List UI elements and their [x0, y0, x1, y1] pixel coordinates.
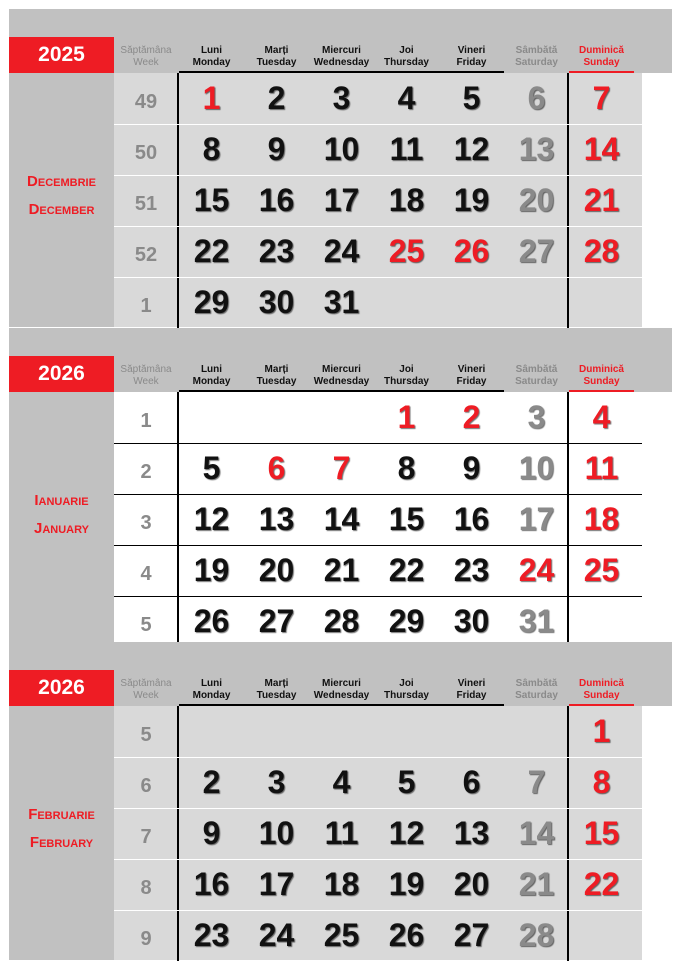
header-line: Wednesday — [313, 57, 370, 68]
weekday-header — [309, 678, 374, 704]
header-line: Monday — [192, 57, 231, 68]
day-cell[interactable]: 18 — [323, 866, 360, 902]
day-cell[interactable]: 21 — [518, 866, 555, 902]
header-line: Wednesday — [313, 376, 370, 387]
weekday-header — [374, 45, 439, 71]
week-number: 7 — [140, 826, 152, 848]
week-number: 8 — [140, 877, 152, 899]
month-sidebar — [9, 392, 114, 646]
day-cell[interactable]: 21 — [583, 182, 620, 218]
weekday-header — [374, 364, 439, 390]
weekday-header — [439, 364, 504, 390]
day-cell[interactable]: 29 — [193, 284, 230, 320]
week-number: 1 — [140, 295, 152, 317]
month-name-en: December — [28, 201, 95, 218]
day-cell[interactable]: 10 — [518, 450, 555, 486]
week-column-header — [114, 364, 178, 390]
header-line: Vineri — [457, 678, 486, 689]
weekday-header — [569, 678, 634, 704]
day-cell[interactable]: 26 — [193, 603, 230, 639]
week-number: 2 — [140, 461, 152, 483]
header-line: Sâmbătă — [515, 364, 558, 375]
header-line: Week — [133, 376, 159, 387]
day-cell[interactable]: 27 — [453, 917, 490, 953]
header-line: Duminică — [578, 364, 624, 375]
weekday-header — [179, 364, 244, 390]
header-line: Săptămâna — [120, 678, 172, 689]
day-cell[interactable]: 13 — [518, 131, 555, 167]
day-cell[interactable]: 8 — [202, 131, 221, 167]
header-line: Sâmbătă — [515, 678, 558, 689]
header-line: Week — [133, 690, 159, 701]
week-number: 1 — [140, 410, 152, 432]
day-cell[interactable]: 25 — [388, 233, 425, 269]
month-sidebar — [9, 706, 114, 960]
day-cell[interactable]: 16 — [453, 501, 490, 537]
header-line: Săptămâna — [120, 45, 172, 56]
day-cell[interactable]: 25 — [583, 552, 620, 588]
year-label: 2025 — [9, 37, 114, 73]
day-cell[interactable]: 8 — [592, 764, 611, 800]
header-line: Miercuri — [322, 678, 361, 689]
day-cell[interactable]: 1 — [592, 713, 611, 749]
week-number: 3 — [140, 512, 152, 534]
day-cell[interactable]: 27 — [258, 603, 295, 639]
header-line: Marți — [264, 678, 289, 689]
header-line: Saturday — [515, 690, 558, 701]
day-cell[interactable]: 23 — [193, 917, 230, 953]
day-cell[interactable]: 4 — [592, 399, 611, 435]
weekday-header — [569, 364, 634, 390]
weekday-header — [179, 678, 244, 704]
year-label: 2026 — [9, 670, 114, 706]
day-cell[interactable]: 17 — [258, 866, 295, 902]
week-number: 5 — [140, 614, 152, 636]
year-label: 2026 — [9, 356, 114, 392]
weekday-header — [569, 45, 634, 71]
week-number: 51 — [134, 193, 158, 215]
day-cell[interactable]: 31 — [518, 603, 555, 639]
month-sidebar — [9, 73, 114, 327]
day-cell[interactable]: 12 — [453, 131, 490, 167]
day-cell[interactable]: 23 — [453, 552, 490, 588]
day-cell[interactable]: 17 — [518, 501, 555, 537]
day-cell[interactable]: 22 — [388, 552, 425, 588]
day-cell[interactable]: 14 — [323, 501, 360, 537]
header-line: Joi — [399, 364, 414, 375]
header-line: Thursday — [383, 57, 429, 68]
week-column-header — [114, 45, 178, 71]
header-line: Luni — [200, 678, 223, 689]
week-number: 9 — [140, 928, 152, 950]
week-column-header — [114, 678, 178, 704]
day-cell[interactable]: 3 — [527, 399, 546, 435]
day-cell[interactable]: 22 — [583, 866, 620, 902]
header-line: Monday — [192, 690, 231, 701]
day-cell[interactable]: 14 — [583, 131, 620, 167]
day-cell[interactable]: 12 — [388, 815, 425, 851]
week-number: 4 — [140, 563, 152, 585]
day-cell[interactable]: 21 — [323, 552, 360, 588]
month-block — [9, 642, 672, 960]
day-cell[interactable]: 25 — [323, 917, 360, 953]
weekday-header — [504, 45, 569, 71]
header-line: Vineri — [457, 45, 486, 56]
header-line: Friday — [456, 690, 487, 701]
day-cell[interactable]: 28 — [323, 603, 360, 639]
day-cell[interactable]: 10 — [323, 131, 360, 167]
day-cell[interactable]: 13 — [453, 815, 490, 851]
day-cell[interactable]: 15 — [193, 182, 230, 218]
header-line: Duminică — [578, 678, 624, 689]
day-cell[interactable]: 26 — [388, 917, 425, 953]
header-line: Friday — [456, 57, 487, 68]
day-cell[interactable]: 5 — [202, 450, 221, 486]
day-cell[interactable]: 6 — [267, 450, 286, 486]
weekday-header — [309, 45, 374, 71]
day-cell[interactable]: 12 — [193, 501, 230, 537]
day-cell[interactable]: 24 — [258, 917, 295, 953]
day-cell[interactable]: 24 — [323, 233, 360, 269]
week-number: 5 — [140, 724, 152, 746]
day-cell[interactable]: 9 — [202, 815, 221, 851]
day-cell[interactable]: 1 — [202, 80, 221, 116]
header-line: Vineri — [457, 364, 486, 375]
day-cell[interactable]: 13 — [258, 501, 295, 537]
week-number: 6 — [140, 775, 152, 797]
header-line: Sunday — [583, 57, 620, 68]
day-cell[interactable]: 1 — [397, 399, 416, 435]
header-line: Săptămâna — [120, 364, 172, 375]
week-number: 50 — [134, 142, 158, 164]
month-name-en: February — [29, 834, 94, 851]
day-cell[interactable]: 31 — [323, 284, 360, 320]
day-cell[interactable]: 27 — [518, 233, 555, 269]
header-line: Tuesday — [256, 690, 297, 701]
header-line: Miercuri — [322, 364, 361, 375]
weekday-header — [179, 45, 244, 71]
header-line: Week — [133, 57, 159, 68]
day-cell[interactable]: 26 — [453, 233, 490, 269]
day-cell[interactable]: 4 — [332, 764, 351, 800]
header-line: Tuesday — [256, 376, 297, 387]
day-cell[interactable]: 6 — [462, 764, 481, 800]
weekday-header — [504, 364, 569, 390]
day-cell[interactable]: 20 — [518, 182, 555, 218]
month-block — [9, 328, 672, 646]
day-cell[interactable]: 23 — [258, 233, 295, 269]
header-line: Miercuri — [322, 45, 361, 56]
weekday-header — [244, 364, 309, 390]
day-cell[interactable]: 7 — [332, 450, 351, 486]
day-cell[interactable]: 4 — [397, 80, 416, 116]
header-line: Sâmbătă — [515, 45, 558, 56]
header-line: Monday — [192, 376, 231, 387]
month-header — [9, 328, 672, 392]
header-line: Thursday — [383, 690, 429, 701]
week-number: 52 — [134, 244, 158, 266]
header-line: Thursday — [383, 376, 429, 387]
day-cell[interactable]: 30 — [258, 284, 295, 320]
day-cell[interactable]: 16 — [193, 866, 230, 902]
day-cell[interactable]: 20 — [258, 552, 295, 588]
month-header — [9, 642, 672, 706]
day-cell[interactable]: 18 — [583, 501, 620, 537]
week-number: 49 — [134, 91, 158, 113]
month-name-ro: Ianuarie — [34, 492, 89, 509]
header-line: Wednesday — [313, 690, 370, 701]
day-cell[interactable]: 22 — [193, 233, 230, 269]
header-line: Joi — [399, 678, 414, 689]
header-line: Sunday — [583, 690, 620, 701]
day-cell[interactable]: 11 — [584, 450, 619, 486]
weekday-header — [439, 678, 504, 704]
day-cell[interactable]: 24 — [518, 552, 555, 588]
day-cell[interactable]: 15 — [388, 501, 425, 537]
header-line: Saturday — [515, 57, 558, 68]
weekday-header — [439, 45, 504, 71]
header-line: Saturday — [515, 376, 558, 387]
header-line: Marți — [264, 364, 289, 375]
header-line: Luni — [200, 45, 223, 56]
day-cell[interactable]: 30 — [453, 603, 490, 639]
header-line: Friday — [456, 376, 487, 387]
day-cell[interactable]: 19 — [388, 866, 425, 902]
day-cell[interactable]: 3 — [332, 80, 351, 116]
header-line: Marți — [264, 45, 289, 56]
header-line: Duminică — [578, 45, 624, 56]
header-line: Tuesday — [256, 57, 297, 68]
day-cell[interactable]: 16 — [258, 182, 295, 218]
day-cell[interactable]: 14 — [518, 815, 555, 851]
month-header — [9, 9, 672, 73]
day-cell[interactable]: 11 — [389, 131, 424, 167]
day-cell[interactable]: 9 — [462, 450, 481, 486]
day-cell[interactable]: 2 — [267, 80, 286, 116]
weekday-header — [244, 45, 309, 71]
day-cell[interactable]: 28 — [583, 233, 620, 269]
weekday-header — [244, 678, 309, 704]
day-cell[interactable]: 7 — [527, 764, 546, 800]
header-line: Sunday — [583, 376, 620, 387]
month-name-ro: Decembrie — [27, 173, 96, 190]
month-block — [9, 9, 672, 327]
day-cell[interactable]: 15 — [583, 815, 620, 851]
day-cell[interactable]: 20 — [453, 866, 490, 902]
day-cell[interactable]: 5 — [397, 764, 416, 800]
day-cell[interactable]: 8 — [397, 450, 416, 486]
weekday-header — [504, 678, 569, 704]
day-cell[interactable]: 2 — [462, 399, 481, 435]
weekday-header — [309, 364, 374, 390]
day-cell[interactable]: 17 — [323, 182, 360, 218]
month-name-ro: Februarie — [28, 806, 95, 823]
day-cell[interactable]: 10 — [258, 815, 295, 851]
day-cell[interactable]: 5 — [462, 80, 481, 116]
day-cell[interactable]: 19 — [193, 552, 230, 588]
header-line: Luni — [200, 364, 223, 375]
day-cell[interactable]: 28 — [518, 917, 555, 953]
day-cell[interactable]: 29 — [388, 603, 425, 639]
day-cell[interactable]: 2 — [202, 764, 221, 800]
header-line: Joi — [399, 45, 414, 56]
weekday-header — [374, 678, 439, 704]
day-cell[interactable]: 11 — [324, 815, 359, 851]
day-cell[interactable]: 19 — [453, 182, 490, 218]
day-cell[interactable]: 9 — [267, 131, 286, 167]
day-cell[interactable]: 3 — [267, 764, 286, 800]
day-cell[interactable]: 6 — [527, 80, 546, 116]
day-cell[interactable]: 7 — [592, 80, 611, 116]
day-cell[interactable]: 18 — [388, 182, 425, 218]
month-name-en: January — [34, 520, 89, 537]
